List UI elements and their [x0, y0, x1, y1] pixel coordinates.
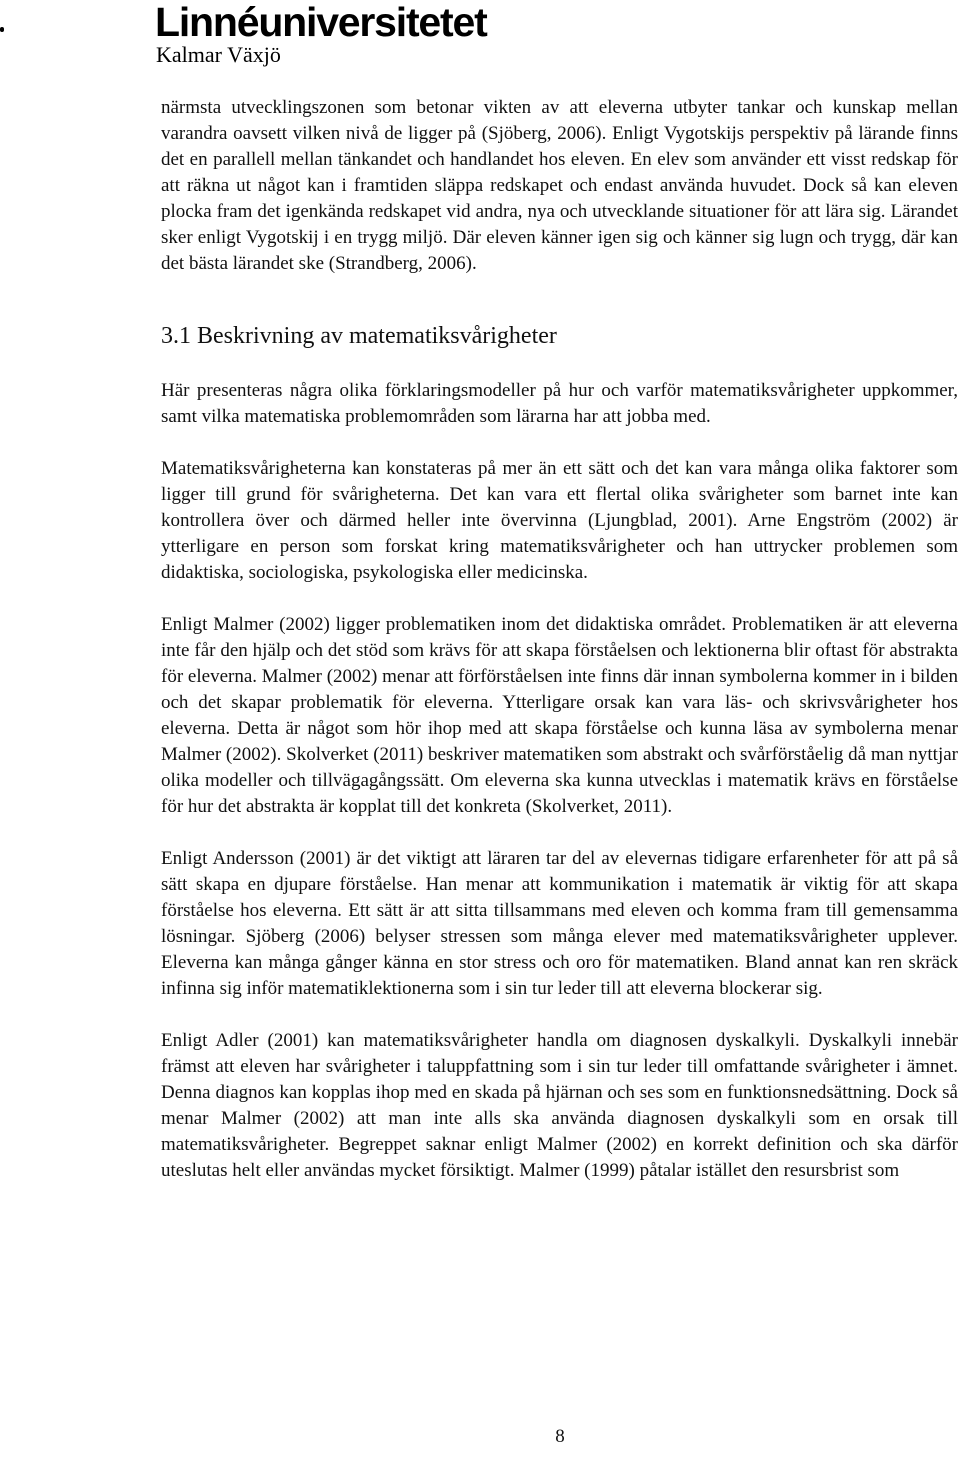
university-logo: [155, 0, 487, 67]
body-paragraph: Enligt Andersson (2001) är det viktigt att läraren tar del av elevernas tidigare erfarenheter för att på så sätt skapa en djupare förståelse. Han menar att kommunikation i matematik är viktig för att skapa förståelse hos eleverna. Ett sätt är att sitta tillsammans med eleven och komma fram till gemensamma lösningar. Sjöberg (2006) belyser stressen som många elever med matematiksvårigheter upplever. Eleverna kan många gånger känna en stor stress och oro för matematiken. Bland annat kan ren skräck infinna sig inför matematiklektionerna som i sin tur leder till att eleverna blockerar sig.: [161, 848, 958, 999]
body-paragraph: Matematiksvårigheterna kan konstateras på mer än ett sätt och det kan vara många olika faktorer som ligger till grund för svårigheterna. Det kan vara ett flertal olika svårigheter som barnet inte kan kontrollera över och därmed heller inte övervinna (Ljungblad, 2001). Arne Engström (2002) är ytterligare en person som forskat kring matematiksvårigheter och han uttrycker problemen som didaktiska, sociologiska, psykologiska eller medicinska.: [161, 458, 958, 583]
intro-paragraph: närmsta utvecklingszonen som betonar vikten av att eleverna utbyter tankar och kunskap mellan varandra oavsett vilken nivå de ligger på (Sjöberg, 2006). Enligt Vygotskijs perspektiv på lärande finns det en parallell mellan tänkandet och handlandet hos eleven. En elev som använder ett visst redskap för att räkna ut något kan i framtiden släppa redskapet och endast använda huvudet. Dock så kan eleven plocka fram det igenkända redskapet vid andra, nya och utvecklande situationer för att lära sig. Lärandet sker enligt Vygotskij i en trygg miljö. Där eleven känner igen sig och känner sig lugn och trygg, där kan det bästa lärandet ske (Strandberg, 2006).: [161, 97, 958, 274]
logo-name: Linnéuniversitetet: [155, 0, 487, 45]
section-heading: 3.1 Beskrivning av matematiksvårigheter: [161, 323, 557, 349]
body-paragraph: Enligt Adler (2001) kan matematiksvårigheter handla om diagnosen dyskalkyli. Dyskalkyli innebär främst att eleven har svårigheter i taluppfattning som i sin tur leder till omfattande svårigheter i ämnet. Denna diagnos kan kopplas ihop med en skada på hjärnan och ses som en funktionsnedsättning. Dock så menar Malmer (2002) att man inte alls ska använda diagnosen dyskalkyli som en orsak till matematiksvårigheter. Begreppet saknar enligt Malmer (2002) en korrekt definition och ska därför uteslutas helt eller användas mycket försiktigt. Malmer (1999) påtalar istället den resursbrist som: [161, 1030, 958, 1181]
document-body: [161, 95, 958, 1184]
corner-mark: [0, 27, 4, 32]
logo-subtitle: Kalmar Växjö: [156, 42, 281, 67]
body-paragraph: Här presenteras några olika förklaringsmodeller på hur och varför matematiksvårigheter uppkommer, samt vilka matematiska problemområden som lärarna har att jobba med.: [161, 380, 958, 427]
body-paragraph: Enligt Malmer (2002) ligger problematiken inom det didaktiska området. Problematiken är att eleverna inte får den hjälp och det stöd som krävs för att skapa förståelsen och lektionerna blir oftast för abstrakta för eleverna. Malmer (2002) menar att förförståelsen inte finns där innan symbolerna kommer in i bilden och det skapar problematik för eleverna. Ytterligare orsak kan vara läs- och skrivsvårigheter hos eleverna. Detta är något som hör ihop med att skapa förståelse och kunna läsa av symbolerna menar Malmer (2002). Skolverket (2011) beskriver matematiken som abstrakt och svårförståelig då man nyttjar olika modeller och tillvägagångssätt. Om eleverna ska kunna utvecklas i matematik krävs en förståelse för hur det abstrakta är kopplat till det konkreta (Skolverket, 2011).: [161, 614, 958, 817]
page-number: 8: [555, 1426, 565, 1447]
